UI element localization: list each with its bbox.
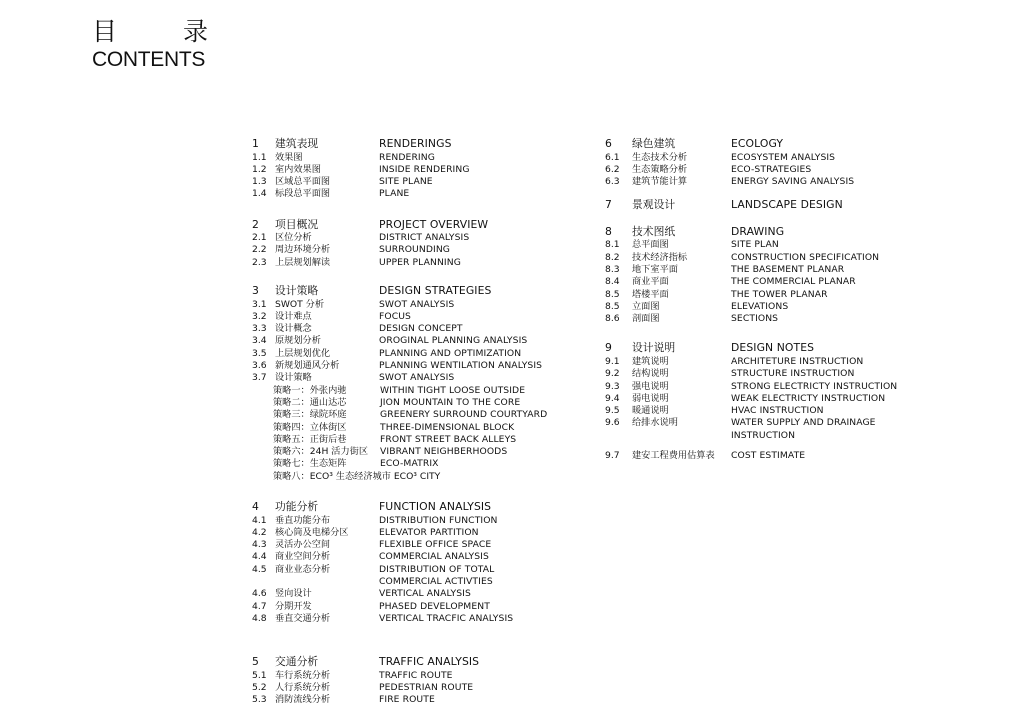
toc-item[interactable] [605,368,905,380]
toc-item[interactable] [252,323,597,335]
section-number: 7 [605,198,612,212]
toc-item[interactable] [252,257,597,269]
item-number: 9.1 [605,355,620,367]
section-title-english: DESIGN STRATEGIES [379,284,492,298]
item-title-chinese: 设计概念 [275,323,312,335]
item-title-english: SITE PLAN [731,239,779,251]
item-title-chinese: 暖通说明 [632,405,669,417]
item-title-chinese: 策略四：立体街区 [273,421,347,433]
item-title-chinese: SWOT 分析 [275,298,325,310]
item-title-chinese: 强电说明 [632,380,669,392]
item-title-english: FRONT STREET BACK ALLEYS [380,433,517,445]
toc-section-heading[interactable] [252,218,597,233]
item-title-english: CONSTRUCTION SPECIFICATION [731,251,880,263]
toc-section-heading[interactable] [605,198,905,213]
item-number: 1.4 [252,188,267,200]
item-number: 2.2 [252,244,267,256]
toc-item[interactable] [605,381,905,393]
item-title-chinese: 车行系统分析 [275,669,331,681]
item-title-chinese: 结构说明 [632,368,669,380]
toc-section [252,500,597,625]
toc-item[interactable] [605,450,905,462]
section-title-chinese: 建筑表现 [275,137,319,150]
item-title-english: THE COMMERCIAL PLANAR [731,276,856,288]
toc-section [252,284,597,483]
toc-item[interactable] [252,670,597,682]
section-number: 5 [252,655,259,669]
toc-item[interactable] [252,311,597,323]
toc-item[interactable] [252,232,597,244]
toc-strategy-item [252,434,597,446]
item-title-english: COST ESTIMATE [731,450,806,462]
toc-item[interactable] [252,299,597,311]
item-number: 8.4 [605,276,620,288]
toc-item[interactable] [605,264,905,276]
item-number: 9.2 [605,368,620,380]
section-number: 3 [252,284,259,298]
toc-section-heading[interactable] [605,137,905,152]
item-title-english: SURROUNDING [379,244,451,256]
item-title-chinese: 灵活办公空间 [275,539,331,551]
toc-item[interactable] [252,588,597,600]
item-title-english: WEAK ELECTRICTY INSTRUCTION [731,392,886,404]
item-title-english: ARCHITETURE INSTRUCTION [731,355,864,367]
item-title-chinese: 地下室平面 [632,263,678,275]
toc-item[interactable] [252,682,597,694]
item-title-english: SWOT ANALYSIS [379,298,455,310]
section-title-english: DESIGN NOTES [731,341,815,355]
toc-item[interactable] [252,372,597,384]
item-title-chinese: 上层规划解读 [275,256,331,268]
item-number: 4.4 [252,551,267,563]
item-title-english: SITE PLANE [379,176,433,188]
toc-item[interactable] [252,551,597,563]
item-title-english: FLEXIBLE OFFICE SPACE [379,539,492,551]
section-number: 9 [605,341,612,355]
toc-item[interactable] [605,252,905,264]
item-number: 5.3 [252,694,267,706]
item-number: 9.7 [605,450,620,462]
toc-item[interactable] [252,176,597,188]
item-number: 3.7 [252,372,267,384]
item-title-chinese: 标段总平面图 [275,188,331,200]
item-title-english: GREENERY SURROUND COURTYARD [380,409,548,421]
item-title-chinese: 策略七：生态矩阵 [273,458,347,470]
item-title-english: COMMERCIAL ANALYSIS [379,551,489,563]
section-title-english: PROJECT OVERVIEW [379,217,489,231]
item-title-english: STRUCTURE INSTRUCTION [731,368,855,380]
item-number: 9.4 [605,392,620,404]
item-title-english: HVAC INSTRUCTION [731,405,824,417]
item-number: 8.1 [605,239,620,251]
item-title-english: UPPER PLANNING [379,256,461,268]
item-number: 3.6 [252,360,267,372]
toc-item[interactable] [252,152,597,164]
toc-section-heading[interactable] [252,655,597,670]
item-title-chinese: 区域总平面图 [275,176,331,188]
section-title-english: TRAFFIC ANALYSIS [379,655,480,669]
item-title-chinese: 竖向设计 [275,588,312,600]
section-title-english: FUNCTION ANALYSIS [379,500,492,514]
item-title-chinese: 消防流线分析 [275,694,331,706]
item-title-chinese: 区位分析 [275,232,312,244]
item-title-english: PLANNING WENTILATION ANALYSIS [379,360,543,372]
item-title-chinese: 策略二：通山达芯 [273,396,347,408]
item-title-chinese: 策略一：外张内驰 [273,384,347,396]
section-title-chinese: 设计策略 [275,284,319,298]
item-number: 4.7 [252,600,267,612]
item-title-english: ECO-STRATEGIES [731,163,812,175]
section-title-english: LANDSCAPE DESIGN [731,198,843,212]
toc-section [605,198,905,213]
item-title-chinese: 建筑节能计算 [632,176,688,188]
item-title-chinese: 生态技术分析 [632,151,688,163]
item-title-english: THREE-DIMENSIONAL BLOCK [380,421,515,433]
section-number: 6 [605,137,612,150]
toc-strategy-item [252,409,597,421]
toc-item[interactable] [252,188,597,200]
toc-strategy-item [252,458,597,470]
item-title-english: INSTRUCTION [731,429,796,441]
item-number: 3.4 [252,335,267,347]
item-title-english: THE TOWER PLANAR [731,288,828,300]
item-number: 6.2 [605,163,620,175]
item-title-chinese: 垂直交通分析 [275,612,331,624]
section-number: 2 [252,217,259,231]
item-number: 6.1 [605,151,620,163]
toc-item[interactable] [252,601,597,613]
toc-item[interactable] [252,360,597,372]
toc-strategy-item [252,385,597,397]
item-title-chinese: 新规划通风分析 [275,360,340,372]
toc-strategy-item [252,446,597,458]
item-number: 3.1 [252,298,267,310]
item-number: 4.3 [252,539,267,551]
item-title-chinese: 设计难点 [275,310,312,322]
item-number: 4.2 [252,526,267,538]
toc-section-heading[interactable] [252,284,597,299]
item-title-english: ECOSYSTEM ANALYSIS [731,151,836,163]
item-title-chinese: 立面图 [632,300,660,312]
toc-section [605,341,905,462]
item-title-english: THE BASEMENT PLANAR [731,263,845,275]
section-number: 1 [252,137,259,150]
item-title-english: JION MOUNTAIN TO THE CORE [380,396,521,408]
item-number: 5.1 [252,669,267,681]
page-title-chinese [92,16,208,48]
toc-item[interactable] [252,694,597,706]
toc-item[interactable] [605,289,905,301]
item-number: 1.2 [252,163,267,175]
toc-item [605,430,905,442]
item-title-chinese: 效果图 [275,151,303,163]
item-number: 6.3 [605,176,620,188]
item-title-english: SECTIONS [731,313,779,325]
item-title-chinese: 建安工程费用估算表 [632,450,715,462]
toc-item [252,576,597,588]
toc-section [605,137,905,188]
toc-item[interactable] [605,301,905,313]
item-number: 2.1 [252,232,267,244]
item-title-english: WITHIN TIGHT LOOSE OUTSIDE [380,384,526,396]
toc-item[interactable] [605,239,905,251]
toc-section [252,218,597,269]
item-title-english: VERTICAL ANALYSIS [379,588,471,600]
toc-item[interactable] [252,539,597,551]
section-title-chinese: 功能分析 [275,500,319,514]
title-char-left: 目 [92,17,118,46]
item-number: 4.1 [252,514,267,526]
item-title-english: VIBRANT NEIGHBERHOODS [380,446,508,458]
item-title-chinese: 策略六：24H 活力街区 [273,446,369,458]
section-title-english: RENDERINGS [379,137,452,150]
toc-item[interactable] [252,613,597,625]
item-title-chinese: 商业业态分析 [275,563,331,575]
toc-item[interactable] [605,176,905,188]
item-title-english: PEDESTRIAN ROUTE [379,682,474,693]
item-title-english: DISTRICT ANALYSIS [379,232,470,244]
item-title-chinese: 总平面图 [632,239,669,251]
item-title-english: DESIGN CONCEPT [379,323,463,335]
toc-item[interactable] [605,356,905,368]
item-title-chinese: 商业平面 [632,276,669,288]
item-number: 8.5 [605,300,620,312]
section-title-english: ECOLOGY [731,137,784,150]
item-title-chinese: 人行系统分析 [275,682,331,693]
toc-section [252,655,597,706]
section-title-chinese: 设计说明 [632,341,676,355]
toc-section-heading[interactable] [605,225,905,240]
item-title-chinese: 原规划分析 [275,335,321,347]
contents-column-right [605,137,905,462]
item-number: 2.3 [252,256,267,268]
item-title-english: STRONG ELECTRICTY INSTRUCTION [731,380,898,392]
item-title-english: PLANE [379,188,410,200]
item-number: 8.5 [605,288,620,300]
item-number: 9.6 [605,417,620,429]
item-number: 3.3 [252,323,267,335]
item-number: 5.2 [252,682,267,693]
item-title-chinese: 建筑说明 [632,355,669,367]
toc-strategy-item [252,471,597,483]
toc-item[interactable] [605,152,905,164]
item-number: 9.5 [605,405,620,417]
item-title-chinese: 商业空间分析 [275,551,331,563]
section-title-english: DRAWING [731,224,785,238]
item-title-english: ENERGY SAVING ANALYSIS [731,176,855,188]
section-title-chinese: 技术图纸 [632,224,676,238]
item-title-english: FOCUS [379,310,411,322]
item-title-chinese: 分期开发 [275,600,312,612]
toc-section [605,225,905,326]
toc-item[interactable] [605,417,905,429]
item-title-chinese: 策略八：ECO³ 生态经济城市 ECO³ CITY [273,470,441,482]
item-title-chinese: 策略三：绿院环庭 [273,409,347,421]
toc-item[interactable] [605,276,905,288]
toc-item[interactable] [252,244,597,256]
item-number: 1.1 [252,151,267,163]
item-title-english: COMMERCIAL ACTIVTIES [379,576,493,588]
toc-item[interactable] [252,335,597,347]
item-title-english: WATER SUPPLY AND DRAINAGE [731,417,876,429]
section-title-chinese: 项目概况 [275,217,319,231]
toc-section-heading[interactable] [605,341,905,356]
title-char-right: 录 [182,17,208,46]
item-title-chinese: 给排水说明 [632,417,678,429]
toc-section-heading[interactable] [252,137,597,152]
item-number: 8.3 [605,263,620,275]
item-title-english: DISTRIBUTION OF TOTAL [379,563,495,575]
item-title-english: SWOT ANALYSIS [379,372,455,384]
item-number: 3.2 [252,310,267,322]
section-title-chinese: 交通分析 [275,655,319,669]
toc-item[interactable] [252,164,597,176]
item-title-english: OROGINAL PLANNING ANALYSIS [379,335,528,347]
item-title-chinese: 上层规划优化 [275,347,331,359]
section-number: 8 [605,224,612,238]
toc-item[interactable] [605,313,905,325]
item-title-english: TRAFFIC ROUTE [379,669,453,681]
section-title-chinese: 景观设计 [632,198,676,212]
toc-item[interactable] [252,564,597,576]
item-number: 4.5 [252,563,267,575]
item-title-chinese: 技术经济指标 [632,251,688,263]
item-title-chinese: 弱电说明 [632,392,669,404]
item-title-chinese: 设计策略 [275,372,312,384]
toc-section [252,137,597,201]
item-title-english: FIRE ROUTE [379,694,435,706]
item-title-english: ELEVATIONS [731,300,789,312]
item-number: 1.3 [252,176,267,188]
section-number: 4 [252,500,259,514]
item-title-chinese: 塔楼平面 [632,288,669,300]
item-title-chinese: 策略五：正街后巷 [273,433,347,445]
item-number: 4.8 [252,612,267,624]
item-number: 9.3 [605,380,620,392]
item-title-chinese: 剖面图 [632,313,660,325]
item-title-english: PLANNING AND OPTIMIZATION [379,347,522,359]
item-title-english: ECO-MATRIX [380,458,439,470]
item-title-chinese: 周边环境分析 [275,244,331,256]
section-title-chinese: 绿色建筑 [632,137,676,150]
item-title-english: VERTICAL TRACFIC ANALYSIS [379,612,514,624]
item-title-chinese: 核心筒及电梯分区 [275,526,349,538]
toc-item[interactable] [605,405,905,417]
toc-strategy-item [252,397,597,409]
item-title-english: INSIDE RENDERING [379,163,470,175]
toc-item[interactable] [605,164,905,176]
item-number: 3.5 [252,347,267,359]
toc-item[interactable] [252,515,597,527]
toc-item[interactable] [252,348,597,360]
item-title-chinese: 生态策略分析 [632,163,688,175]
contents-column-left [252,137,597,707]
item-title-english: RENDERING [379,151,435,163]
item-number: 4.6 [252,588,267,600]
item-title-english: PHASED DEVELOPMENT [379,600,490,612]
toc-section-heading[interactable] [252,500,597,515]
item-number: 8.2 [605,251,620,263]
toc-item[interactable] [252,527,597,539]
item-title-chinese: 室内效果图 [275,163,321,175]
item-title-english: ELEVATOR PARTITION [379,526,479,538]
page-title-english: CONTENTS [92,48,206,71]
item-title-english: DISTRIBUTION FUNCTION [379,514,498,526]
item-title-chinese: 垂直功能分布 [275,514,331,526]
item-number: 8.6 [605,313,620,325]
toc-strategy-item [252,422,597,434]
toc-item[interactable] [605,393,905,405]
